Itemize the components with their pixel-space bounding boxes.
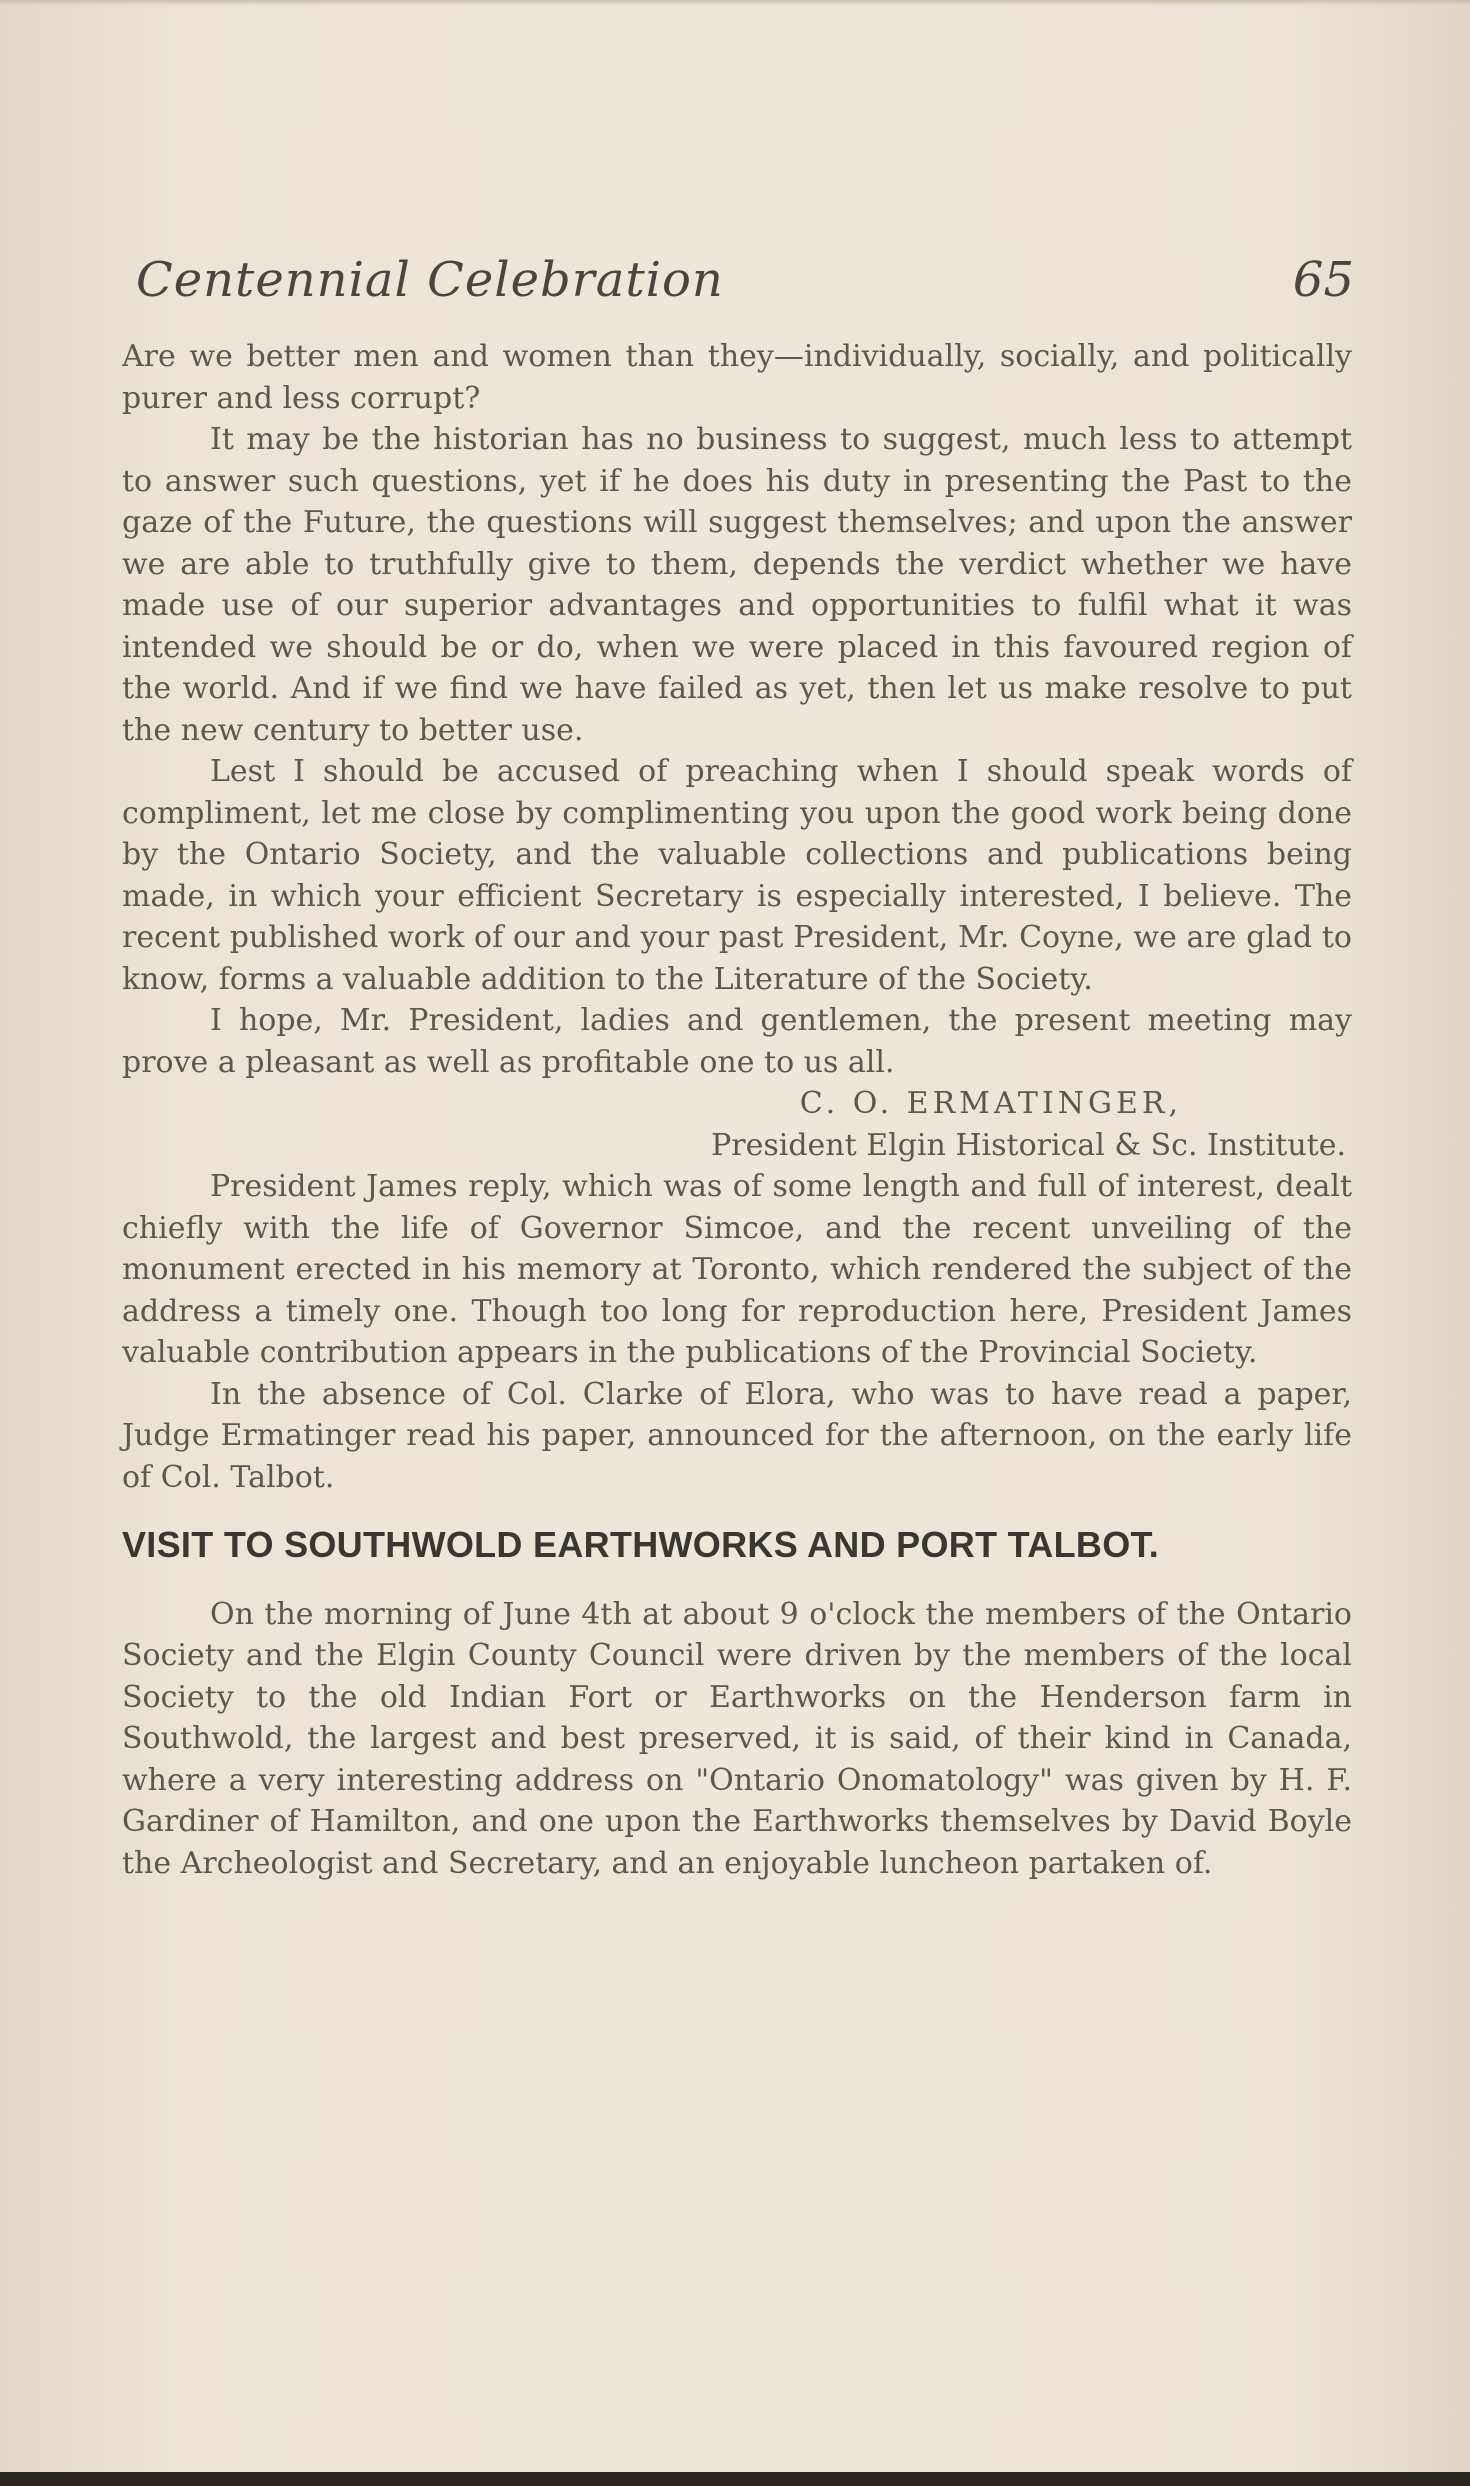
page-body (122, 336, 1352, 1884)
page-bottom-edge (0, 2472, 1470, 2486)
signature-title: President Elgin Historical & Sc. Institute. (711, 1127, 1346, 1163)
paragraph-1: Are we better men and women than they—individually, socially, and politically purer and less corrupt? (122, 339, 1352, 416)
page-top-edge (0, 0, 1470, 6)
page-number: 65 (1292, 252, 1354, 308)
running-title: Centennial Celebration (136, 252, 724, 308)
signature-name: C. O. ERMATINGER, (799, 1086, 1182, 1121)
paragraph-5: President James reply, which was of some length and full of interest, dealt chiefly with the life of Governor Simcoe, and the recent unveiling of the monument erected in his memory at Toronto, which rendered the subject of the address a timely one. Though too long for reproduction here, President James valuable contribution appears in the publications of the Provincial Society. (122, 1169, 1352, 1370)
running-header (136, 252, 1354, 322)
paragraph-6: In the absence of Col. Clarke of Elora, who was to have read a paper, Judge Ermatinger read his paper, announced for the afternoon, on the early life of Col. Talbot. (122, 1376, 1352, 1495)
paragraph-3: Lest I should be accused of preaching when I should speak words of compliment, let me close by complimenting you upon the good work being done by the Ontario Society, and the valuable collections and publications being made, in which your efficient Secretary is especially interested, I believe. The recent published work of our and your past President, Mr. Coyne, we are glad to know, forms a valuable addition to the Literature of the Society. (122, 754, 1352, 997)
paragraph-4: I hope, Mr. President, ladies and gentlemen, the present meeting may prove a pleasant as well as profitable one to us all. (122, 1003, 1352, 1080)
paragraph-2: It may be the historian has no business to suggest, much less to attempt to answer such questions, yet if he does his duty in presenting the Past to the gaze of the Future, the questions will suggest themselves; and upon the answer we are able to truthfully give to them, depends the verdict whether we have made use of our superior advantages and opportunities to fulfil what it was intended we should be or do, when we were placed in this favoured region of the world. And if we find we have failed as yet, then let us make resolve to put the new century to better use. (122, 422, 1352, 748)
section-heading: VISIT TO SOUTHWOLD EARTHWORKS AND PORT TALBOT. (122, 1524, 1160, 1565)
paragraph-7: On the morning of June 4th at about 9 o'clock the members of the Ontario Society and the Elgin County Council were driven by the members of the local Society to the old Indian Fort or Earthworks on the Henderson farm in Southwold, the largest and best preserved, it is said, of their kind in Canada, where a very interesting address on "Ontario Onomatology" was given by H. F. Gardiner of Hamilton, and one upon the Earthworks themselves by David Boyle the Archeologist and Secretary, and an enjoyable luncheon partaken of. (122, 1596, 1352, 1881)
